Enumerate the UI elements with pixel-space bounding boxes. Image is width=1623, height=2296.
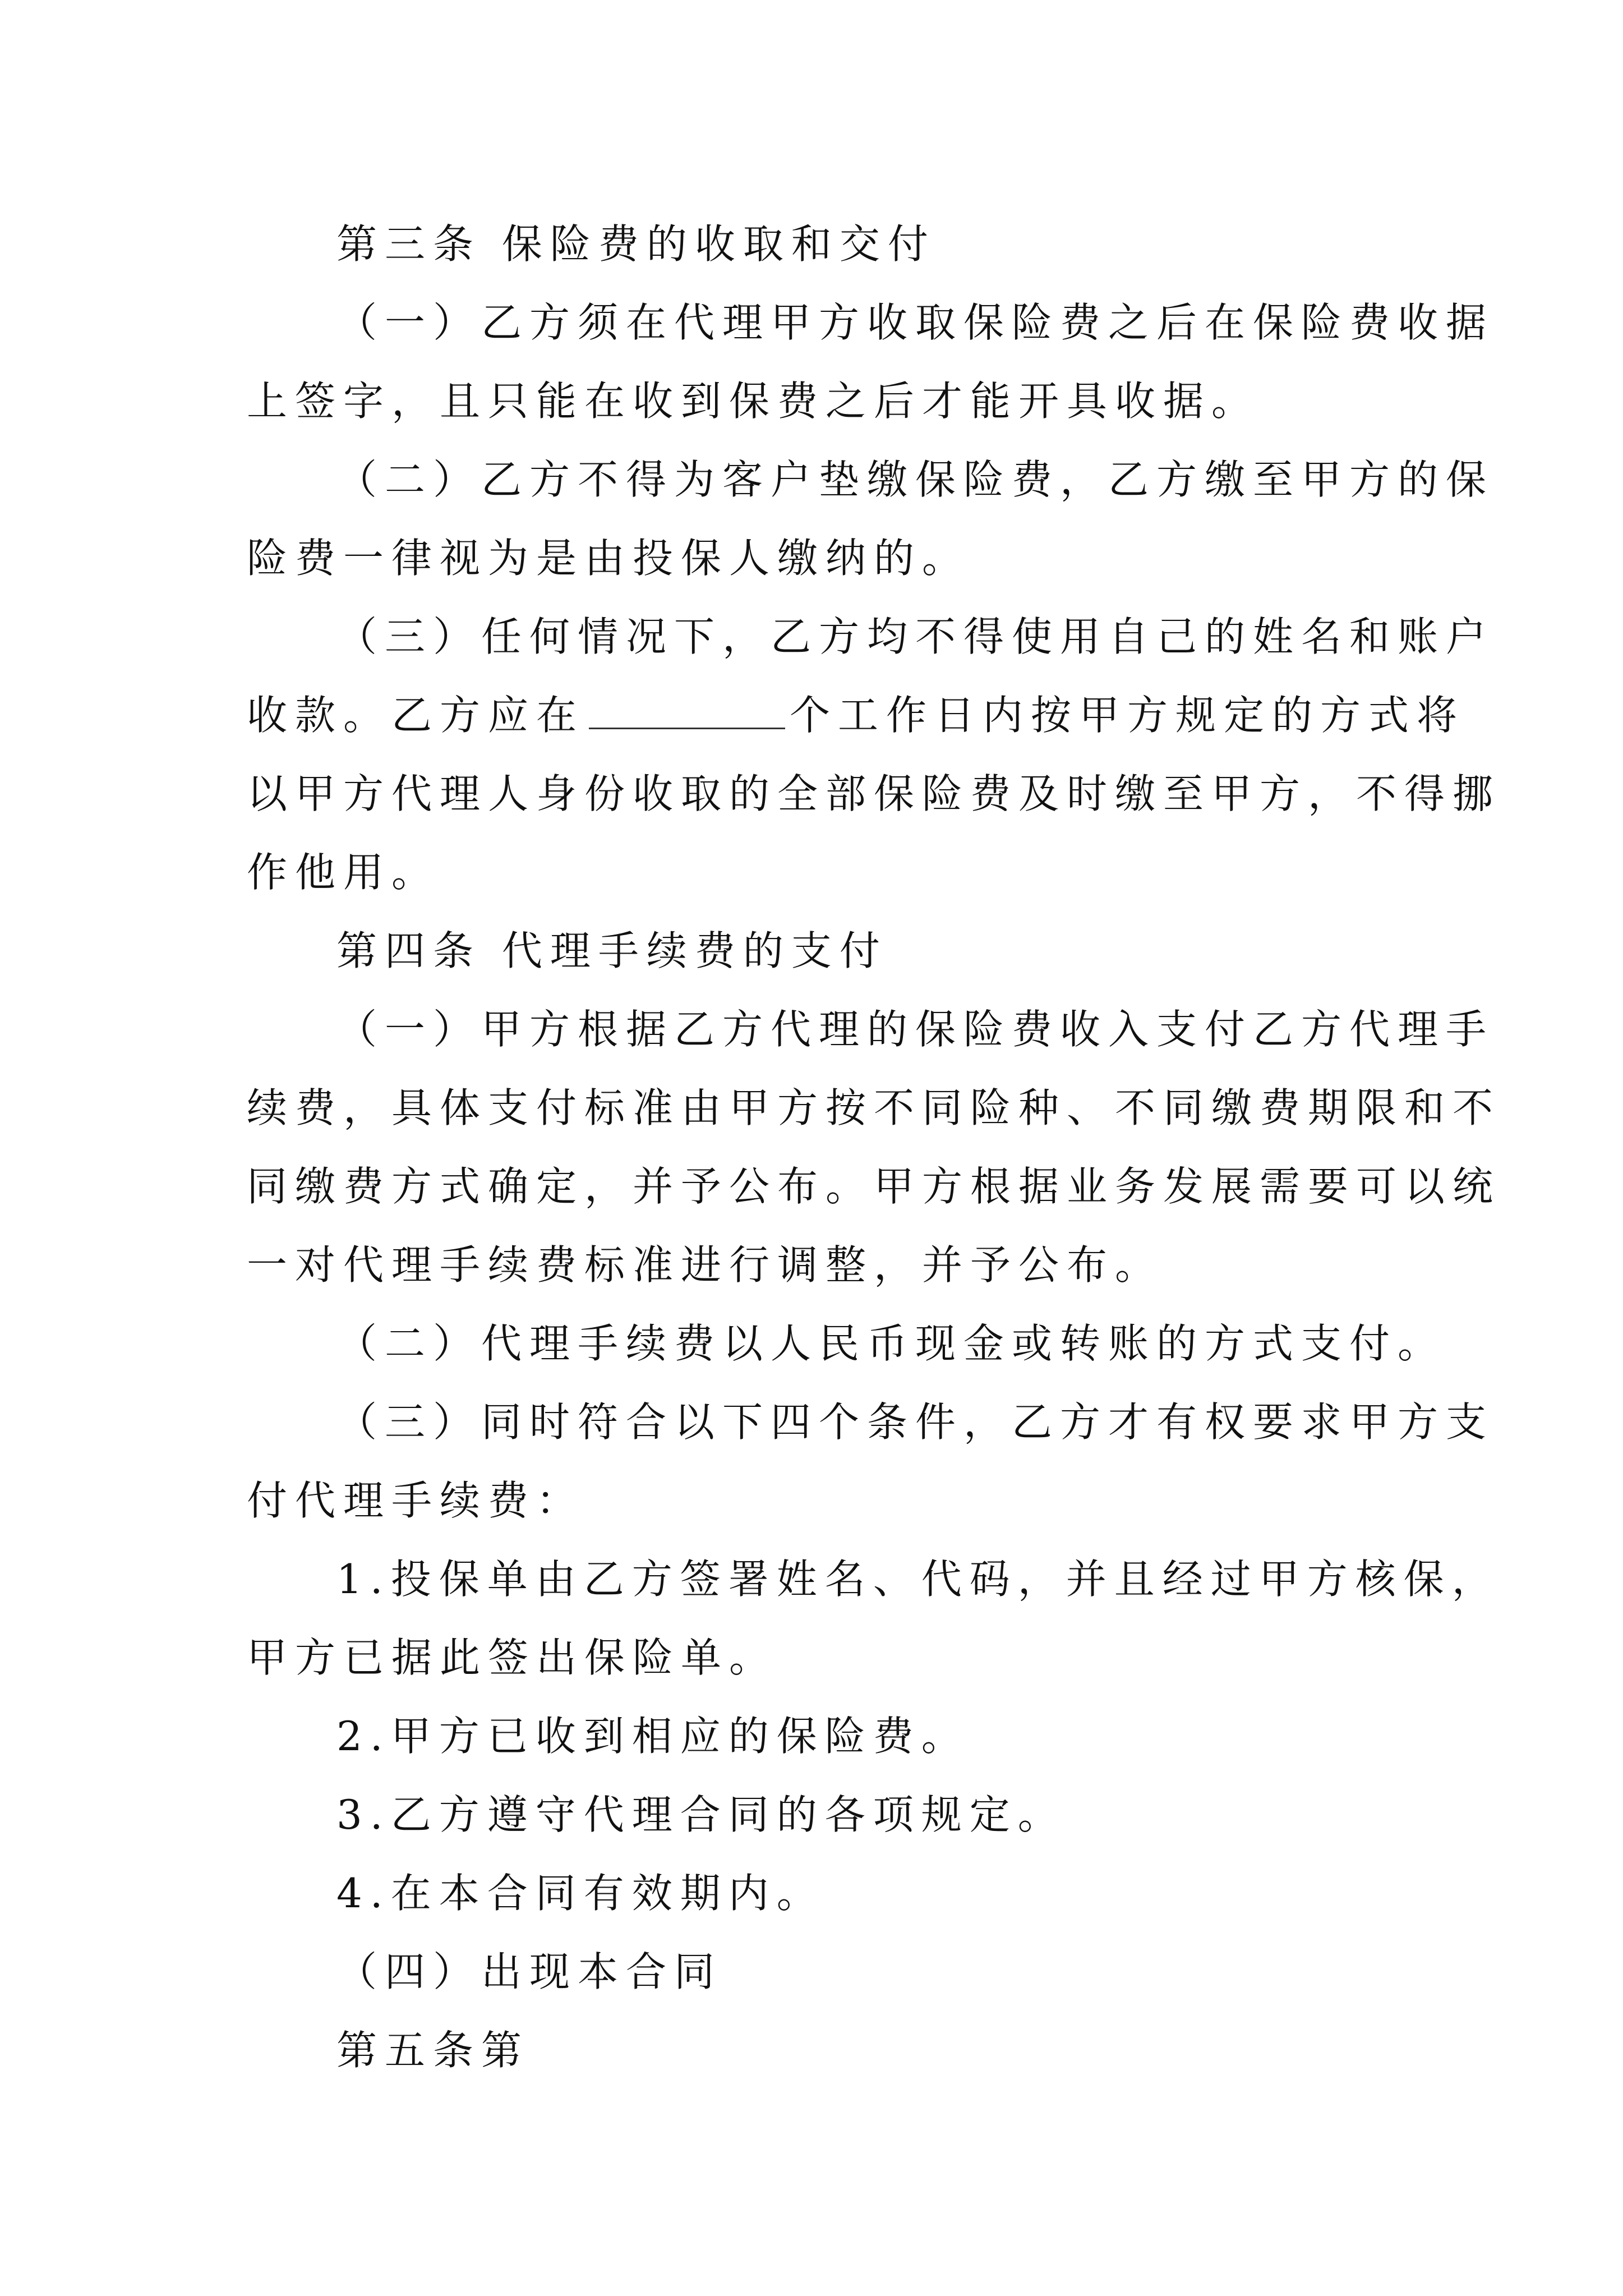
article-4-condition-2: 2.甲方已收到相应的保险费。 xyxy=(336,1713,970,1760)
days-blank-field[interactable] xyxy=(589,694,785,729)
article-4-condition-3: 3.乙方遵守代理合同的各项规定。 xyxy=(336,1791,1066,1838)
article-3-item-3-line-2 xyxy=(247,676,1465,754)
article-3-item-2-line-2: 险费一律视为是由投保人缴纳的。 xyxy=(247,535,971,582)
article-3-item-1-line-1: （一）乙方须在代理甲方收取保险费之后在保险费收据 xyxy=(336,299,1495,346)
article-4-item-1-line-1: （一）甲方根据乙方代理的保险费收入支付乙方代理手 xyxy=(336,1006,1495,1053)
article-4-item-4-line-1: （四）出现本合同 xyxy=(336,1948,723,1995)
article-5-heading: 第五条第 xyxy=(336,2027,530,2074)
article-3-item-3-line-1: （三）任何情况下，乙方均不得使用自己的姓名和账户 xyxy=(336,613,1495,660)
article-3-item-3-line-4: 作他用。 xyxy=(247,849,440,896)
article-4-item-1-line-3: 同缴费方式确定，并予公布。甲方根据业务发展需要可以统 xyxy=(247,1163,1501,1210)
article-4-item-3-line-1: （三）同时符合以下四个条件，乙方才有权要求甲方支 xyxy=(336,1398,1495,1446)
article-4-condition-1-line-1: 1.投保单由乙方签署姓名、代码，并且经过甲方核保， xyxy=(336,1556,1500,1603)
article-3-item-3-line-3: 以甲方代理人身份收取的全部保险费及时缴至甲方，不得挪 xyxy=(247,770,1501,817)
article-3-item-3-line-2-before: 收款。乙方应在 xyxy=(247,692,585,739)
article-3-item-1-line-2: 上签字，且只能在收到保费之后才能开具收据。 xyxy=(247,378,1260,425)
article-4-item-3-line-2: 付代理手续费： xyxy=(247,1477,585,1524)
article-4-condition-1-line-2: 甲方已据此签出保险单。 xyxy=(247,1634,778,1681)
article-3-item-2-line-1: （二）乙方不得为客户垫缴保险费，乙方缴至甲方的保 xyxy=(336,456,1495,503)
article-4-item-1-line-2: 续费，具体支付标准由甲方按不同险种、不同缴费期限和不 xyxy=(247,1084,1501,1131)
article-3-heading: 第三条 保险费的收取和交付 xyxy=(336,220,936,268)
article-4-item-2-line-1: （二）代理手续费以人民币现金或转账的方式支付。 xyxy=(336,1320,1446,1367)
article-4-heading: 第四条 代理手续费的支付 xyxy=(336,927,888,974)
article-4-item-1-line-4: 一对代理手续费标准进行调整，并予公布。 xyxy=(247,1241,1164,1289)
article-3-item-3-line-2-after: 个工作日内按甲方规定的方式将 xyxy=(790,692,1465,739)
article-4-condition-4: 4.在本合同有效期内。 xyxy=(336,1870,825,1917)
